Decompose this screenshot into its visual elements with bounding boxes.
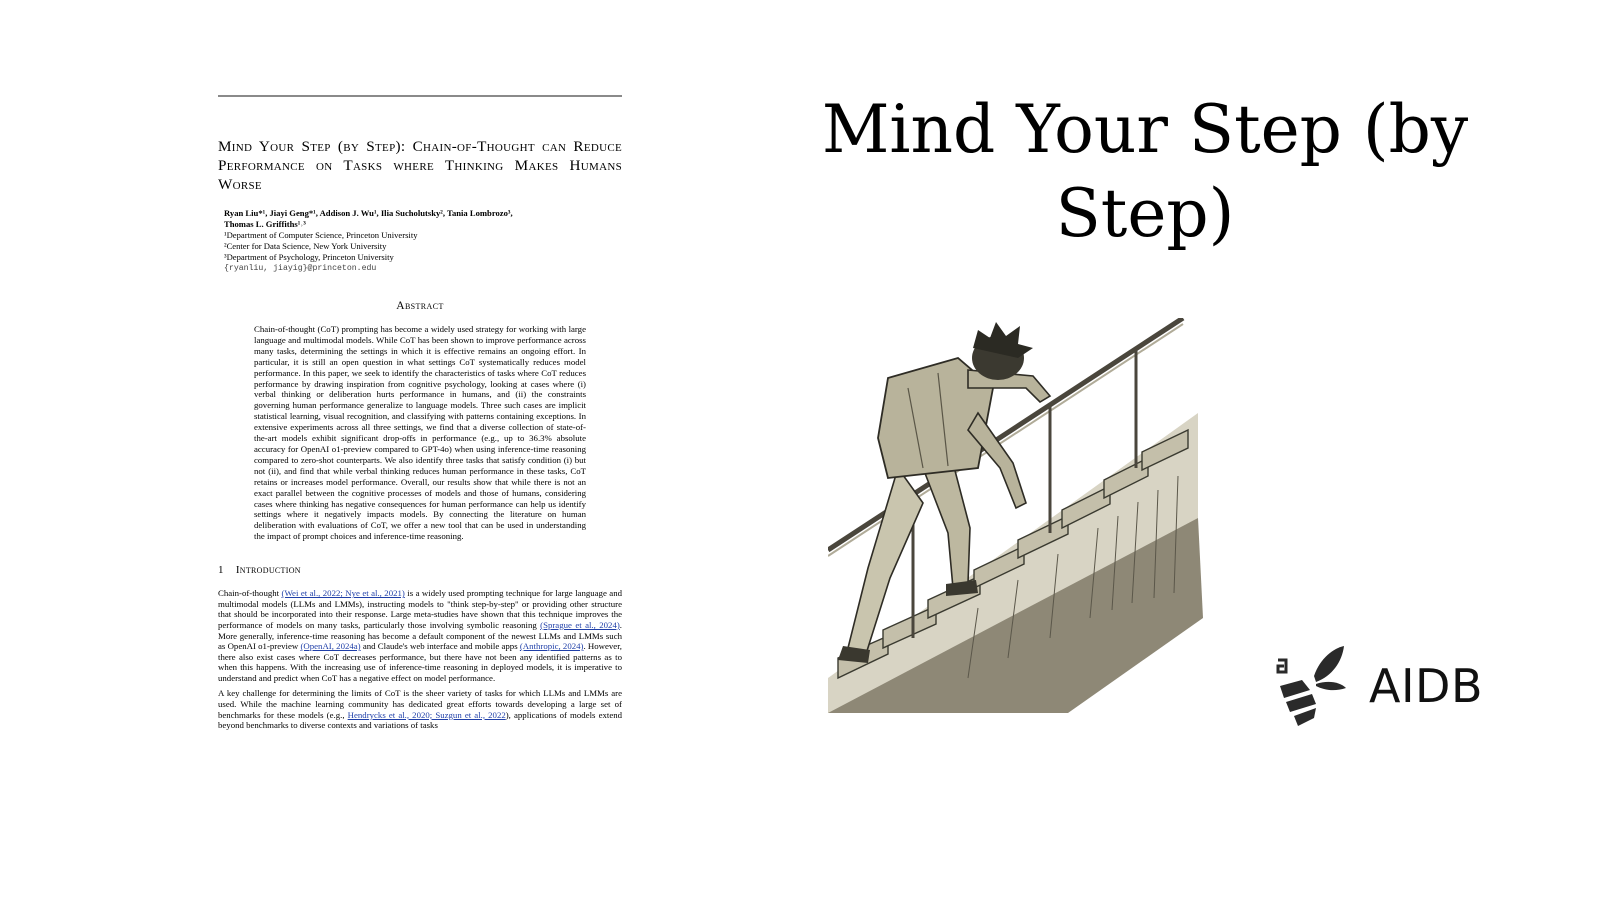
body-text: . However, there also exist cases where CoT decreases performance, but there have not been any identified patterns as to when this happens. With the increasing use of inference-time reasoning in deployed models, it is imperative to understand and predict when CoT has a negative effect on model performance.: [218, 641, 622, 683]
body-text: ), applications of models extend beyond benchmarks to diverse contexts and variations of tasks: [218, 709, 622, 731]
citation-link[interactable]: Hendrycks et al., 2020; Suzgun et al., 2022: [347, 709, 506, 720]
aidb-logo-text: AIDB: [1369, 659, 1484, 713]
body-text: . More generally, inference-time reasoning has become a default component of the newest LLMs and LMMs such as OpenAI o1-preview: [218, 619, 622, 652]
paper-title: Mind Your Step (by Step): Chain-of-Thought can Reduce Performance on Tasks where Thinking Makes Humans Worse: [218, 138, 622, 193]
citation-link[interactable]: (Sprague et al., 2024): [540, 619, 620, 630]
intro-paragraph: [218, 588, 622, 683]
author-email: {ryanliu, jiayig}@princeton.edu: [224, 264, 377, 273]
citation-link[interactable]: (OpenAI, 2024a): [300, 641, 361, 652]
affiliation: ¹Department of Computer Science, Princeton University: [224, 230, 418, 240]
paper-excerpt: [218, 95, 622, 815]
body-text: A key challenge for determining the limits of CoT is the sheer variety of tasks for which LLMs and LMMs are used. While the machine learning community has dedicated great efforts towards developing a large set of benchmarks for these models (e.g.,: [218, 688, 622, 720]
body-text: is a widely used prompting technique for large language and multimodal models (LLMs and LMMs), instructing models to "think step-by-step" or providing other structure that should be incorporated into their response. Large meta-studies have shown that this technique improves the performance of models on many tasks, particularly those involving symbolic reasoning: [218, 588, 622, 630]
aidb-bee-logo-icon: [1276, 646, 1348, 726]
affiliation: ³Department of Psychology, Princeton University: [224, 252, 394, 262]
author-line: Thomas L. Griffiths¹˒³: [224, 219, 306, 229]
aidb-logo: [1276, 646, 1496, 726]
person-climbing-stairs-illustration: [828, 318, 1218, 713]
section-title: Introduction: [235, 564, 301, 577]
citation-link[interactable]: (Wei et al., 2022; Nye et al., 2021): [281, 588, 405, 599]
abstract-text: Chain-of-thought (CoT) prompting has become a widely used strategy for working with large language and multimodal models. While CoT has been shown to improve performance across many tasks, determining the settings in which it is effective remains an ongoing effort. In particular, it is still an open question in what settings CoT systematically reduces model performance. In this paper, we seek to identify the characteristics of tasks where CoT reduces performance by drawing inspiration from cognitive psychology, looking at cases where (i) verbal thinking or deliberation hurts performance in humans, and (ii) the constraints governing human performance generalize to language models. Three such cases are implicit statistical learning, visual recognition, and classifying with patterns containing exceptions. In extensive experiments across all three settings, we find that a diverse collection of state-of-the-art models exhibit significant drop-offs in performance (e.g., up to 36.3% absolute accuracy for OpenAI o1-preview compared to GPT-4o) when using inference-time reasoning compared to zero-shot counterparts. We also identify three tasks that satisfy condition (i) but not (ii), and find that while verbal thinking reduces human performance in these tasks, CoT retains or increases model performance. Overall, our results show that while there is not an exact parallel between the cognitive processes of models and those of humans, considering cases where thinking has negative consequences for human performance can help us identify settings where it negatively impacts models. By connecting the literature on human deliberation with evaluations of CoT, we offer a new tool that can be used in understanding the impact of prompt choices and inference-time reasoning.: [254, 324, 586, 542]
paper-top-rule: [218, 95, 622, 97]
author-line: Ryan Liu*¹, Jiayi Geng*¹, Addison J. Wu¹, Ilia Sucholutsky², Tania Lombrozo³,: [224, 208, 513, 218]
abstract-heading: Abstract: [396, 300, 444, 312]
intro-paragraph: [218, 688, 622, 730]
citation-link[interactable]: (Anthropic, 2024): [519, 641, 584, 652]
section-number: 1: [218, 564, 224, 577]
affiliation: ²Center for Data Science, New York University: [224, 241, 387, 251]
paper-authors: [224, 208, 622, 274]
body-text: Chain-of-thought: [218, 588, 282, 599]
section-heading: [218, 564, 622, 576]
slide-title: Mind Your Step (by Step): [821, 91, 1469, 252]
body-text: and Claude's web interface and mobile apps: [360, 641, 520, 652]
